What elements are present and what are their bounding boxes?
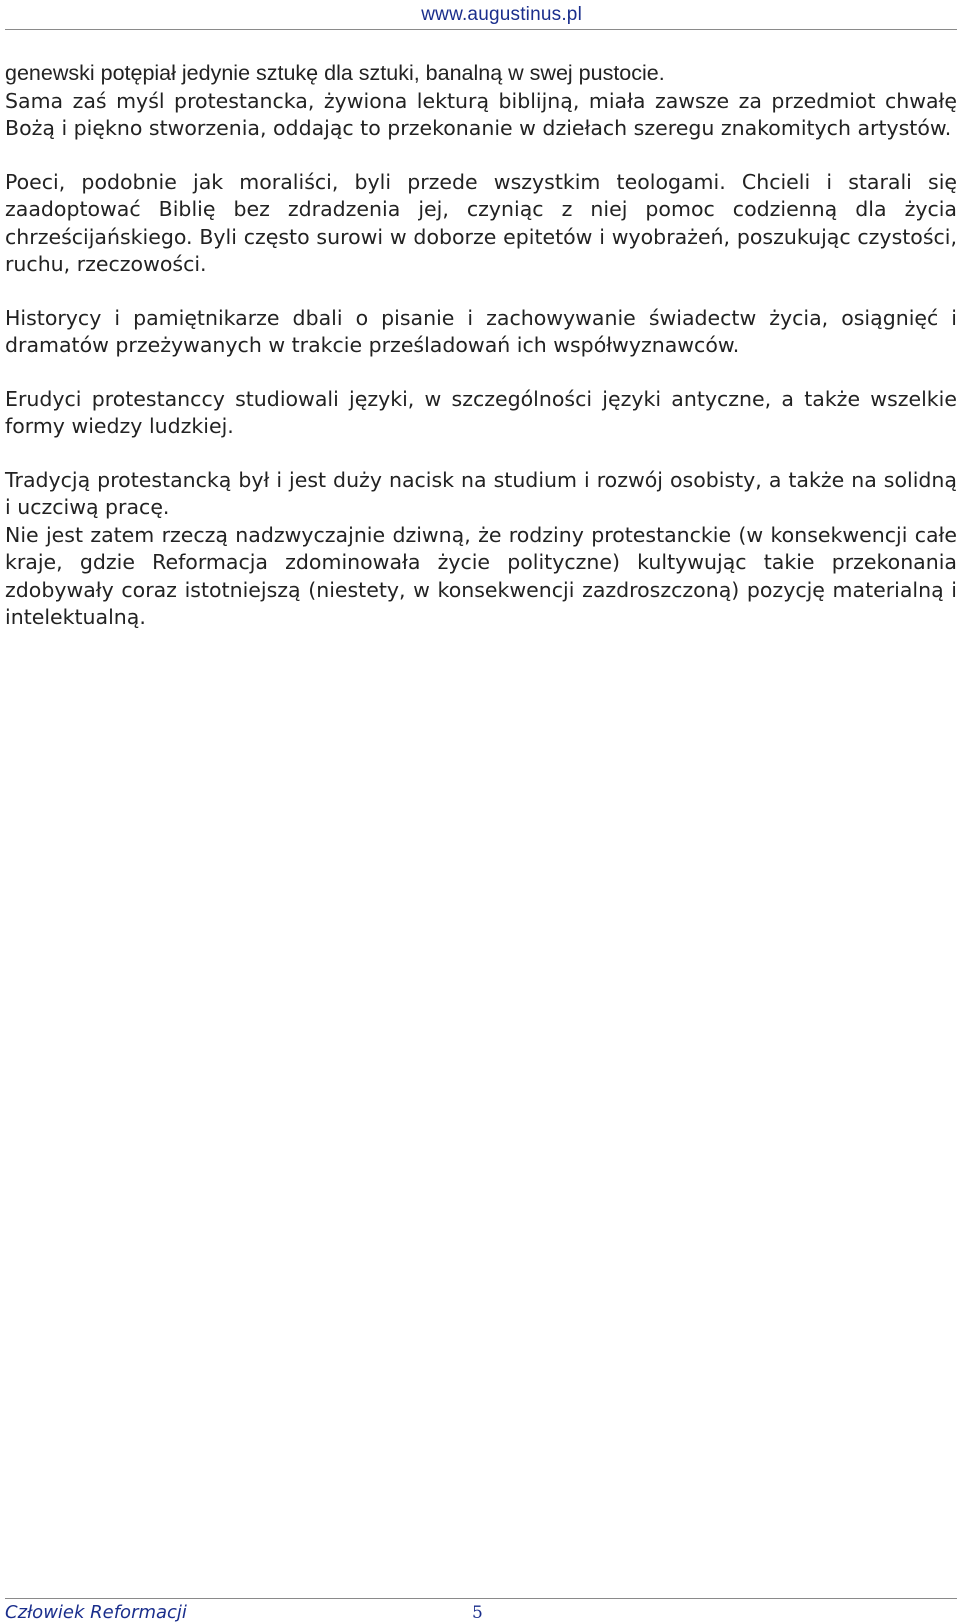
paragraph-continuation: genewski potępiał jedynie sztukę dla sztuki, banalną w swej pustocie. bbox=[5, 61, 665, 85]
header-url: www.augustinus.pl bbox=[421, 4, 582, 25]
paragraph-historians: Historycy i pamiętnikarze dbali o pisanie i zachowywanie świadectw życia, osiągnięć i dramatów przeżywanych w trakcie prześladowań ich współwyznawców. bbox=[5, 305, 957, 357]
paragraph-protestant-thought: Sama zaś myśl protestancka, żywiona lekturą biblijną, miała zawsze za przedmiot chwałę Bożą i piękno stworzenia, oddając to przekonanie w dziełach szeregu znakomitych artystów. bbox=[5, 88, 957, 140]
header-divider bbox=[5, 29, 957, 30]
footer-divider bbox=[5, 1598, 957, 1599]
paragraph-poets: Poeci, podobnie jak moraliści, byli przede wszystkim teologami. Chcieli i starali się zaadoptować Biblię bez zdradzenia jej, czyniąc z niej pomoc codzienną dla życia chrześcijańskiego. Byli często surowi w doborze epitetów i wyobrażeń, poszukując czystości, ruchu, rzeczowości. bbox=[5, 169, 957, 276]
footer-title: Człowiek Reformacji bbox=[5, 1602, 187, 1623]
paragraph-tradition: Tradycją protestancką był i jest duży nacisk na studium i rozwój osobisty, a także na solidną i uczciwą pracę. bbox=[5, 467, 957, 519]
page-number: 5 bbox=[472, 1603, 483, 1623]
paragraph-scholars: Erudyci protestanccy studiowali języki, w szczególności języki antyczne, a także wszelkie formy wiedzy ludzkiej. bbox=[5, 386, 957, 438]
paragraph-conclusion: Nie jest zatem rzeczą nadzwyczajnie dziwną, że rodziny protestanckie (w konsekwencji całe kraje, gdzie Reformacja zdominowała życie polityczne) kultywując takie przekonania zdobywały coraz istotniejszą (niestety, w konsekwencji zazdroszczoną) pozycję materialną i intelektualną. bbox=[5, 522, 957, 629]
document-body bbox=[5, 60, 957, 632]
